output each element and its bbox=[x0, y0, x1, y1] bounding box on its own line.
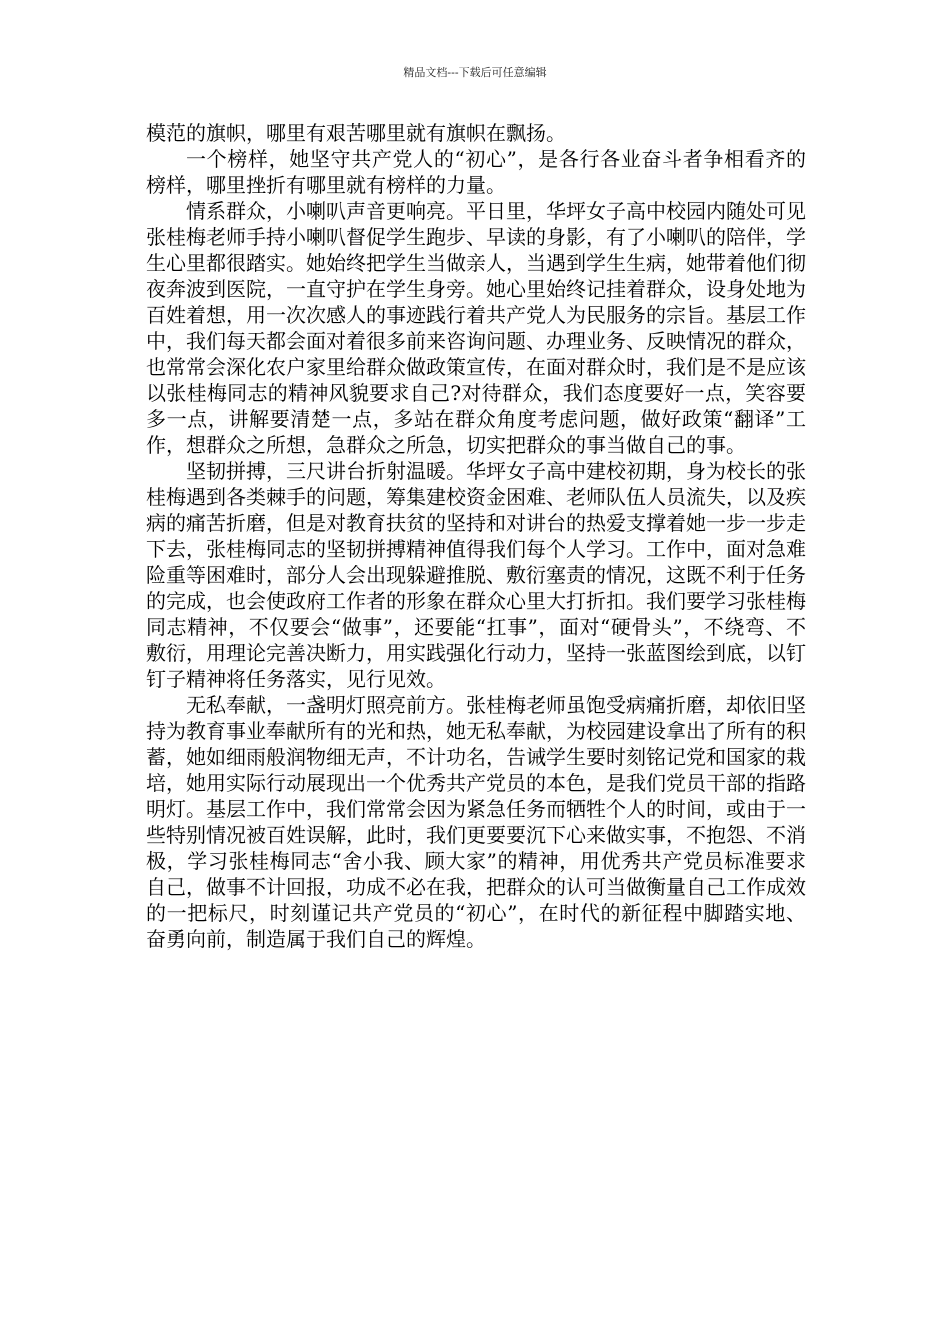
paragraph-3: 情系群众，小喇叭声音更响亮。平日里，华坪女子高中校园内随处可见张桂梅老师手持小喇叭督促学生跑步、早读的身影，有了小喇叭的陪伴，学生心里都很踏实。她始终把学生当做亲人，当遇到学生生病，她带着他们彻夜奔波到医院，一直守护在学生身旁。她心里始终记挂着群众，设身处地为百姓着想，用一次次感人的事迹践行着共产党人为民服务的宗旨。基层工作中，我们每天都会面对着很多前来咨询问题、办理业务、反映情况的群众，也常常会深化农户家里给群众做政策宣传，在面对群众时，我们是不是应该以张桂梅同志的精神风貌要求自己?对待群众，我们态度要好一点，笑容要多一点，讲解要清楚一点，多站在群众角度考虑问题，做好政策“翻译”工作，想群众之所想，急群众之所急，切实把群众的事当做自己的事。 bbox=[146, 199, 806, 457]
paragraph-2: 一个榜样，她坚守共产党人的“初心”，是各行各业奋斗者争相看齐的榜样，哪里挫折有哪里就有榜样的力量。 bbox=[146, 147, 806, 197]
paragraph-1: 模范的旗帜，哪里有艰苦哪里就有旗帜在飘扬。 bbox=[146, 121, 566, 145]
paragraph-4: 坚韧拼搏，三尺讲台折射温暖。华坪女子高中建校初期，身为校长的张桂梅遇到各类棘手的问题，筹集建校资金困难、老师队伍人员流失，以及疾病的痛苦折磨，但是对教育扶贫的坚持和对讲台的热爱支撑着她一步一步走下去，张桂梅同志的坚韧拼搏精神值得我们每个人学习。工作中，面对急难险重等困难时，部分人会出现躲避推脱、敷衍塞责的情况，这既不利于任务的完成，也会使政府工作者的形象在群众心里大打折扣。我们要学习张桂梅同志精神，不仅要会“做事”，还要能“扛事”，面对“硬骨头”，不绕弯、不敷衍，用理论完善决断力，用实践强化行动力，坚持一张蓝图绘到底，以钉钉子精神将任务落实，见行见效。 bbox=[146, 459, 806, 691]
document-body bbox=[146, 120, 806, 952]
page-header: 精品文档---下载后可任意编辑 bbox=[403, 66, 547, 79]
paragraph-5: 无私奉献，一盏明灯照亮前方。张桂梅老师虽饱受病痛折磨，却依旧坚持为教育事业奉献所有的光和热，她无私奉献，为校园建设拿出了所有的积蓄，她如细雨般润物细无声，不计功名，告诫学生要时刻铭记党和国家的栽培，她用实际行动展现出一个优秀共产党员的本色，是我们党员干部的指路明灯。基层工作中，我们常常会因为紧急任务而牺牲个人的时间，或由于一些特别情况被百姓误解，此时，我们更要要沉下心来做实事，不抱怨、不消极，学习张桂梅同志“舍小我、顾大家”的精神，用优秀共产党员标准要求自己，做事不计回报，功成不必在我，把群众的认可当做衡量自己工作成效的一把标尺，时刻谨记共产党员的“初心”，在时代的新征程中脚踏实地、奋勇向前，制造属于我们自己的辉煌。 bbox=[146, 693, 806, 951]
